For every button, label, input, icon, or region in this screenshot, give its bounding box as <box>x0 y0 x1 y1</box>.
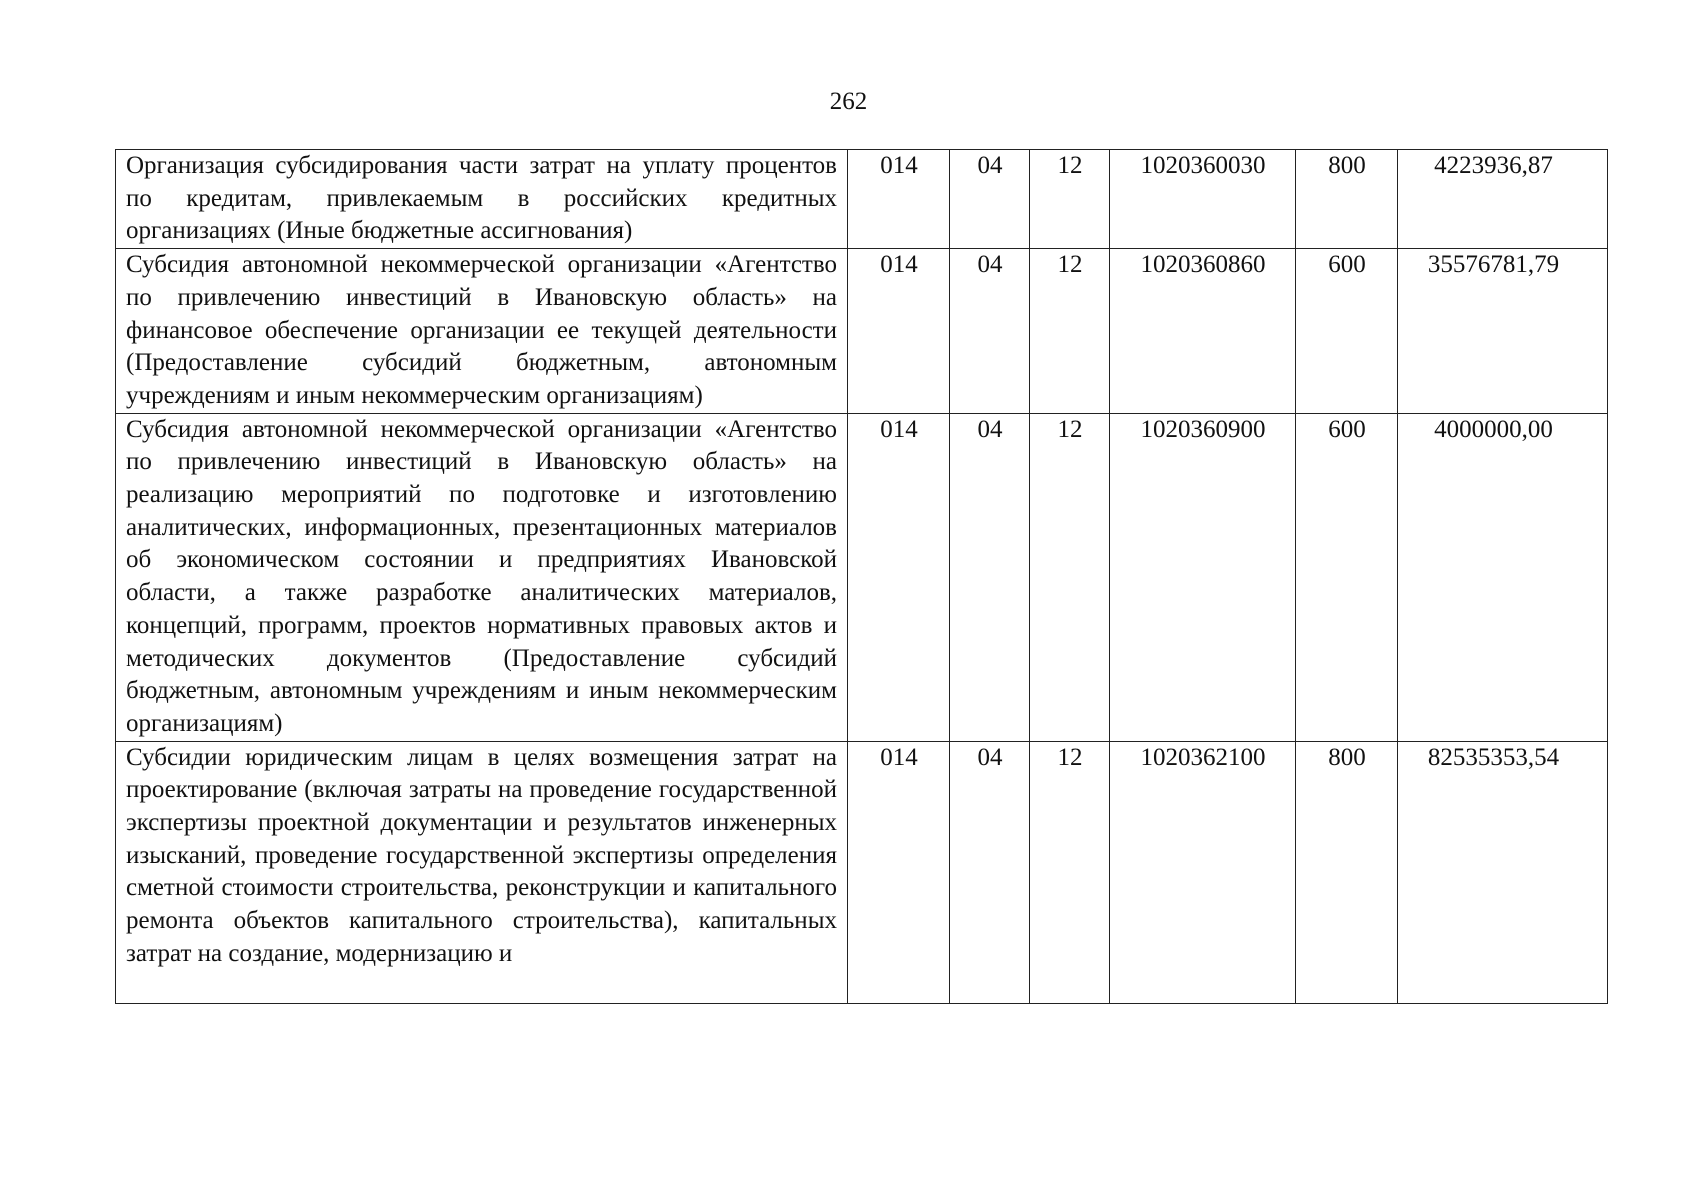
subsection-code-cell: 12 <box>1030 741 1110 1003</box>
ministry-code-cell: 014 <box>848 413 950 741</box>
page-number: 262 <box>829 88 868 115</box>
amount-cell: 35576781,79 <box>1398 249 1608 414</box>
section-code-cell: 04 <box>950 741 1030 1003</box>
target-code-cell: 1020360030 <box>1110 150 1296 249</box>
target-code-cell: 1020362100 <box>1110 741 1296 1003</box>
expense-type-cell: 800 <box>1296 741 1398 1003</box>
table-row <box>116 741 1608 1003</box>
row-description: Субсидия автономной некоммерческой организации «Агентство по привлечению инвестиций в Ивановскую область» на финансовое обеспечение организации ее текущей деятельности (Предоставление субсидий бюджетным, автономным учреждениям и иным некоммерческим организациям) <box>116 249 848 414</box>
table-row <box>116 249 1608 414</box>
row-description: Субсидия автономной некоммерческой организации «Агентство по привлечению инвестиций в Ивановскую область» на реализацию мероприятий по подготовке и изготовлению аналитических, информационных, презентационных материалов об экономическом состоянии и предприятиях Ивановской области, а также разработке аналитических материалов, концепций, программ, проектов нормативных правовых актов и методических документов (Предоставление субсидий бюджетным, автономным учреждениям и иным некоммерческим организациям) <box>116 413 848 741</box>
row-description: Организация субсидирования части затрат на уплату процентов по кредитам, привлекаемым в российских кредитных организациях (Иные бюджетные ассигнования) <box>116 150 848 249</box>
section-code-cell: 04 <box>950 413 1030 741</box>
amount-cell: 4000000,00 <box>1398 413 1608 741</box>
target-code-cell: 1020360860 <box>1110 249 1296 414</box>
table-row <box>116 413 1608 741</box>
table-row <box>116 150 1608 249</box>
subsection-code-cell: 12 <box>1030 249 1110 414</box>
row-description-cell <box>116 741 848 1003</box>
amount-cell: 82535353,54 <box>1398 741 1608 1003</box>
subsection-code-cell: 12 <box>1030 150 1110 249</box>
ministry-code-cell: 014 <box>848 150 950 249</box>
row-description: Субсидии юридическим лицам в целях возмещения затрат на проектирование (включая затраты на проведение государственной экспертизы проектной документации и результатов инженерных изысканий, проведение государственной экспертизы определения сметной стоимости строительства, реконструкции и капитального ремонта объектов капитального строительства), капитальных затрат на создание, модернизацию и <box>126 743 837 967</box>
budget-table <box>115 149 1608 1004</box>
expense-type-cell: 600 <box>1296 413 1398 741</box>
amount-cell: 4223936,87 <box>1398 150 1608 249</box>
section-code-cell: 04 <box>950 249 1030 414</box>
section-code-cell: 04 <box>950 150 1030 249</box>
ministry-code-cell: 014 <box>848 741 950 1003</box>
target-code-cell: 1020360900 <box>1110 413 1296 741</box>
expense-type-cell: 800 <box>1296 150 1398 249</box>
expense-type-cell: 600 <box>1296 249 1398 414</box>
ministry-code-cell: 014 <box>848 249 950 414</box>
subsection-code-cell: 12 <box>1030 413 1110 741</box>
